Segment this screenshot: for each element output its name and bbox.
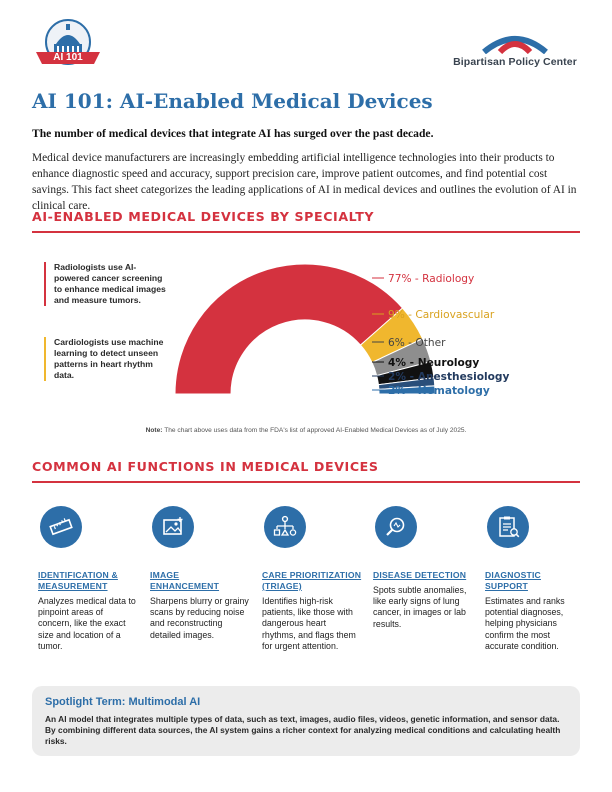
chart-legend: [360, 256, 590, 406]
callout-radiology: Radiologists use AI-powered cancer screening to enhance medical images and measure tumors.: [44, 262, 170, 306]
spotlight-box: [32, 686, 580, 756]
bpc-logo: [440, 30, 590, 72]
note-label: Note:: [145, 427, 163, 434]
function-title: CARE PRIORITIZATION (TRIAGE): [262, 570, 362, 591]
capitol-dome-icon: [28, 18, 108, 72]
ai101-logo: [28, 18, 108, 72]
legend-label-neurology: 4% - Neurology: [388, 357, 480, 369]
legend-label-radiology: 77% - Radiology: [388, 273, 475, 285]
bpc-logo-text: Bipartisan Policy Center: [453, 56, 577, 68]
function-description: Identifies high-risk patients, like those with dangerous heart rhythms, and flags them for urgent attention.: [262, 596, 356, 651]
lead-sentence: The number of medical devices that integrate AI has surged over the past decade.: [32, 127, 434, 140]
chart-note: [0, 427, 612, 434]
function-item-image-enhancement: [150, 506, 250, 641]
callout-cardiology: Cardiologists use machine learning to detect unseen patterns in heart rhythm data.: [44, 337, 170, 381]
legend-label-other: 6% - Other: [388, 337, 446, 349]
function-title: DIAGNOSTIC SUPPORT: [485, 570, 541, 591]
clipboard-icon: [487, 506, 529, 548]
function-item-identification: [38, 506, 138, 652]
section-divider: [32, 481, 580, 483]
function-description: Analyzes medical data to pinpoint areas of concern, like the exact size and location of a tumor.: [38, 596, 136, 651]
function-item-disease-detection: [373, 506, 473, 630]
note-text: The chart above uses data from the FDA's list of approved AI-Enabled Medical Devices as of July 2025.: [164, 427, 467, 434]
magnifier-icon: [375, 506, 417, 548]
section-heading-specialty: AI-ENABLED MEDICAL DEVICES BY SPECIALTY: [32, 209, 375, 224]
function-title: IDENTIFICATION & MEASUREMENT: [38, 570, 118, 591]
ruler-icon: [40, 506, 82, 548]
legend-label-anesthesiology: 2% - Anesthesiology: [388, 371, 510, 383]
page-title: AI 101: AI-Enabled Medical Devices: [32, 89, 433, 113]
spotlight-text: An AI model that integrates multiple types of data, such as text, images, audio files, videos, genetic information, and sensor data. By combining different data sources, the AI system gains a richer context for analyzing medical conditions and calculating health risks.: [45, 714, 561, 747]
ai101-logo-text: AI 101: [53, 52, 83, 63]
function-description: Sharpens blurry or grainy scans by reducing noise and reconstructing detailed images.: [150, 596, 249, 640]
section-heading-functions: COMMON AI FUNCTIONS IN MEDICAL DEVICES: [32, 459, 379, 474]
legend-label-cardiovascular: 9% - Cardiovascular: [388, 309, 495, 321]
image-enhance-icon: [152, 506, 194, 548]
function-description: Estimates and ranks potential diagnoses, helping physicians confirm the most accurate condition.: [485, 596, 565, 651]
arc-logo-icon: [440, 30, 590, 54]
function-description: Spots subtle anomalies, like early signs of lung cancer, in images or lab results.: [373, 585, 467, 629]
function-item-triage: [262, 506, 362, 652]
section-divider: [32, 231, 580, 233]
intro-paragraph: Medical device manufacturers are increasingly embedding artificial intelligence technologies into their products to enhance diagnostic speed and accuracy, support precision care, improve patient outcomes, and find potential cost savings. This fact sheet categorizes the leading applications of AI in medical devices and outlines the evolution of AI in clinical care.: [32, 152, 577, 212]
function-item-diagnostic-support: [485, 506, 585, 652]
function-title: DISEASE DETECTION: [373, 570, 467, 580]
legend-label-hematology: 2% - Hematology: [388, 385, 490, 397]
spotlight-title: Spotlight Term: Multimodal AI: [45, 696, 201, 708]
function-title: IMAGE ENHANCEMENT: [150, 570, 220, 591]
triage-hierarchy-icon: [264, 506, 306, 548]
